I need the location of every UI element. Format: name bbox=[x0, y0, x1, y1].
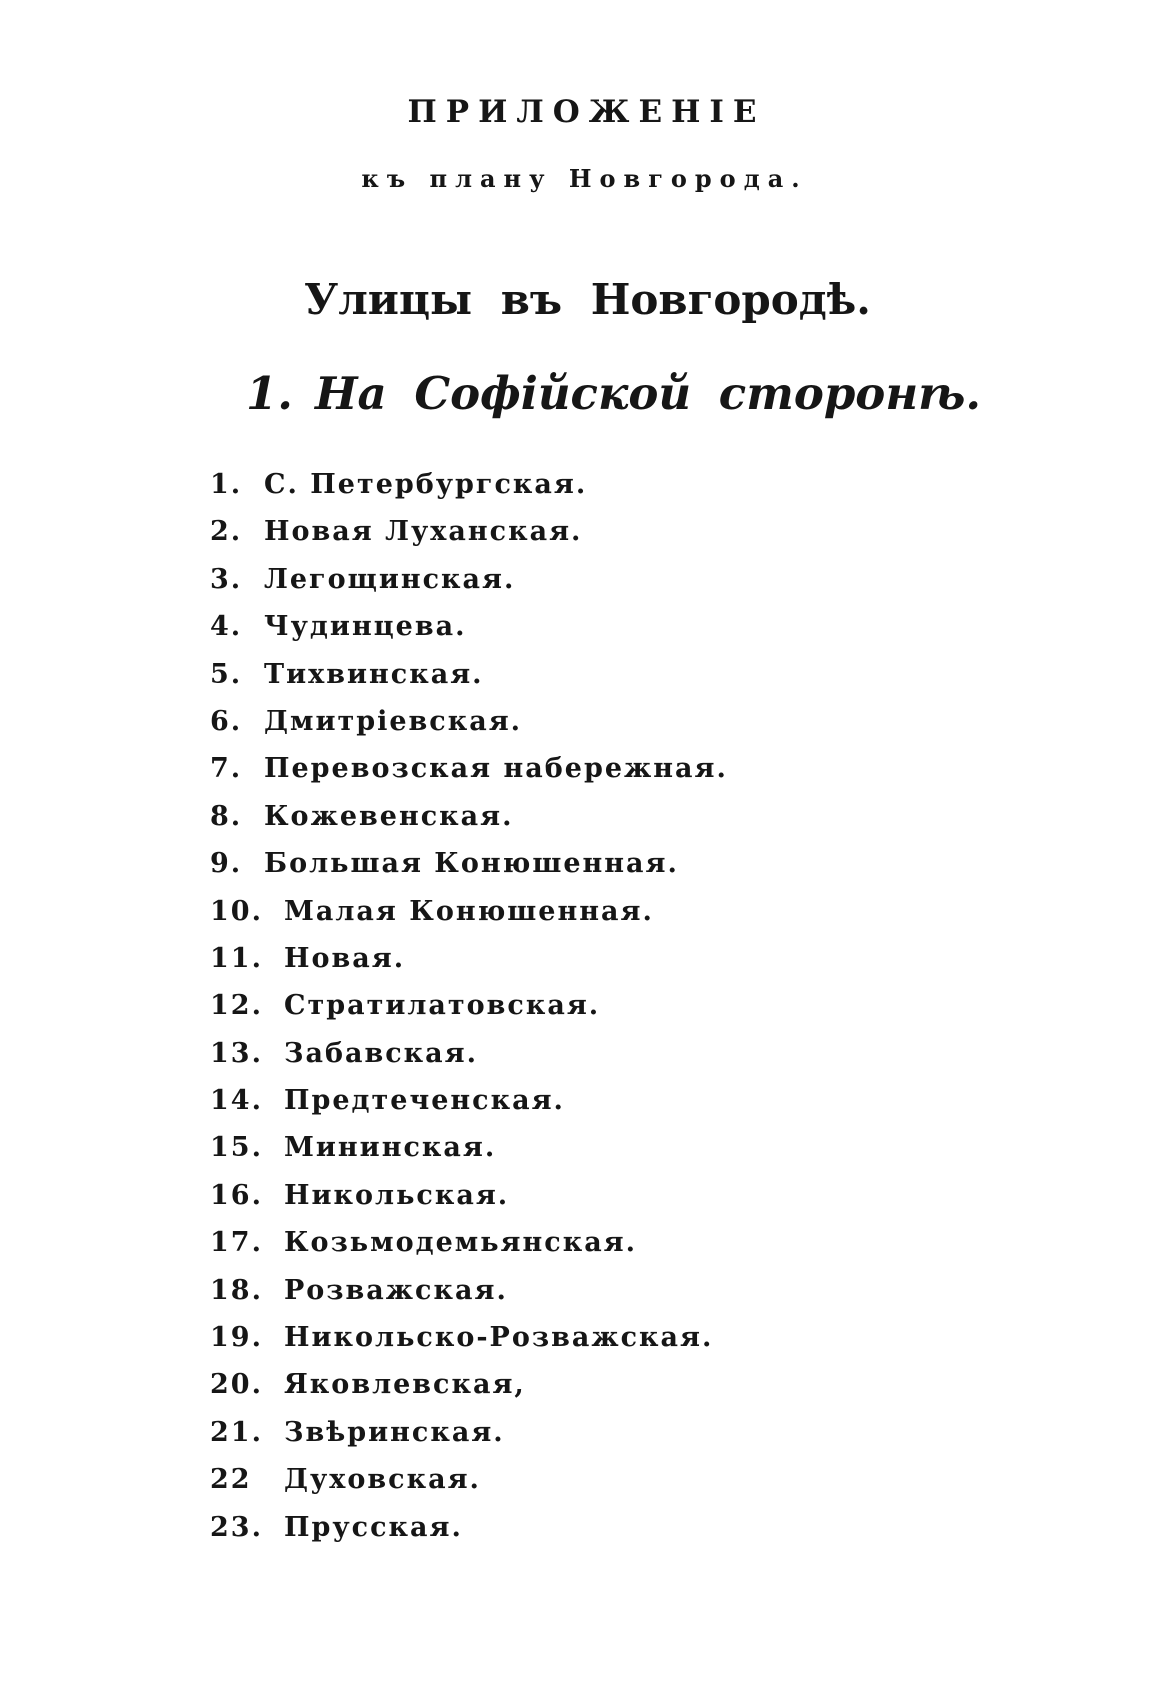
street-number: 4. bbox=[210, 611, 243, 643]
street-number: 9. bbox=[210, 848, 243, 880]
appendix-subtitle: къ плану Новгорода. bbox=[361, 164, 808, 193]
street-number: 13. bbox=[210, 1037, 263, 1069]
street-name: Предтеченская. bbox=[284, 1085, 565, 1117]
subsection-title: На Софійской сторонѣ. bbox=[314, 367, 982, 420]
street-item bbox=[210, 982, 728, 1029]
street-name: Стратилатовская. bbox=[284, 990, 601, 1022]
street-name: Никольская. bbox=[284, 1179, 510, 1211]
street-name: Тихвинская. bbox=[264, 658, 484, 690]
street-item bbox=[210, 603, 728, 650]
street-item bbox=[210, 698, 728, 745]
street-number: 5. bbox=[210, 658, 243, 690]
street-number: 16. bbox=[210, 1179, 263, 1211]
street-number: 8. bbox=[210, 800, 243, 832]
street-item bbox=[210, 1172, 728, 1219]
street-number: 21. bbox=[210, 1416, 263, 1448]
street-number: 12. bbox=[210, 990, 263, 1022]
appendix-title: ПРИЛОЖЕНІЕ bbox=[407, 94, 766, 130]
street-number: 23. bbox=[210, 1511, 263, 1543]
street-list bbox=[210, 461, 728, 1551]
street-name: Звѣринская. bbox=[284, 1416, 505, 1448]
street-name: Кожевенская. bbox=[264, 800, 514, 832]
street-item bbox=[210, 1504, 728, 1551]
street-item bbox=[210, 1409, 728, 1456]
street-name: Розважская. bbox=[284, 1274, 508, 1306]
street-item bbox=[210, 1030, 728, 1077]
street-item bbox=[210, 793, 728, 840]
street-number: 6. bbox=[210, 705, 243, 737]
street-item bbox=[210, 1361, 728, 1408]
street-number: 3. bbox=[210, 563, 243, 595]
street-number: 19. bbox=[210, 1322, 263, 1354]
street-name: Дмитріевская. bbox=[264, 705, 523, 737]
street-name: Духовская. bbox=[284, 1464, 481, 1496]
street-number: 15. bbox=[210, 1132, 263, 1164]
street-number: 11. bbox=[210, 942, 263, 974]
street-name: Забавская. bbox=[284, 1037, 479, 1069]
street-item bbox=[210, 935, 728, 982]
street-item bbox=[210, 1456, 728, 1503]
street-number: 17. bbox=[210, 1227, 263, 1259]
street-name: Большая Конюшенная. bbox=[264, 848, 679, 880]
street-number: 10. bbox=[210, 895, 263, 927]
street-item bbox=[210, 1314, 728, 1361]
street-item bbox=[210, 461, 728, 508]
street-name: Яковлевская, bbox=[284, 1369, 526, 1401]
street-name: Перевозская набережная. bbox=[264, 753, 728, 785]
street-name: Чудинцева. bbox=[264, 611, 467, 643]
street-number: 14. bbox=[210, 1085, 263, 1117]
street-number: 7. bbox=[210, 753, 243, 785]
street-name: С. Петербургская. bbox=[264, 469, 588, 500]
street-name: Малая Конюшенная. bbox=[284, 895, 654, 927]
street-number: 18. bbox=[210, 1274, 263, 1306]
street-item bbox=[210, 1267, 728, 1314]
street-name: Прусская. bbox=[284, 1511, 463, 1543]
street-item bbox=[210, 840, 728, 887]
street-item bbox=[210, 508, 728, 555]
street-name: Новая Луханская. bbox=[264, 516, 583, 548]
street-item bbox=[210, 1077, 728, 1124]
street-name: Козьмодемьянская. bbox=[284, 1227, 638, 1259]
street-item bbox=[210, 1124, 728, 1171]
subsection-heading bbox=[246, 366, 981, 422]
street-item bbox=[210, 651, 728, 698]
street-item bbox=[210, 888, 728, 935]
street-number: 22 bbox=[210, 1464, 252, 1496]
street-item bbox=[210, 745, 728, 792]
section-title: Улицы въ Новгородѣ. bbox=[304, 275, 871, 324]
street-number: 20. bbox=[210, 1369, 263, 1401]
street-item bbox=[210, 1219, 728, 1266]
street-name: Легощинская. bbox=[264, 563, 516, 595]
street-name: Мининская. bbox=[284, 1132, 497, 1164]
street-number: 2. bbox=[210, 516, 243, 548]
street-number: 1. bbox=[210, 469, 243, 500]
street-name: Никольско-Розважская. bbox=[284, 1322, 714, 1354]
street-name: Новая. bbox=[284, 942, 406, 974]
street-item bbox=[210, 556, 728, 603]
subsection-number: 1. bbox=[246, 367, 293, 420]
